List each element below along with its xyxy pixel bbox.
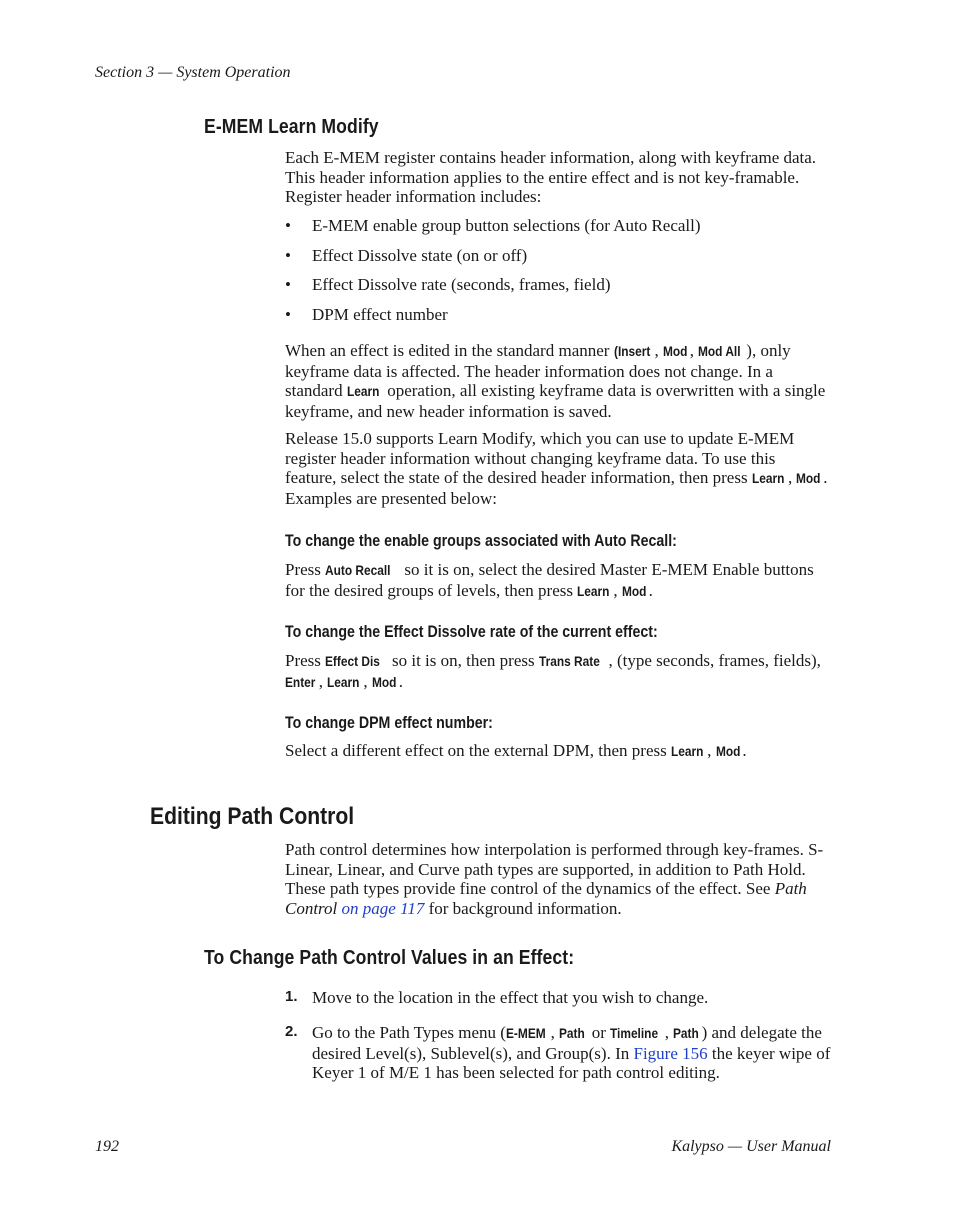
path-control-heading: Editing Path Control [150, 803, 355, 830]
list-item: Effect Dissolve rate (seconds, frames, field) [312, 275, 611, 294]
path-control-paragraph: Path control determines how interpolation is performed through key-frames. S-Linear, Linear, and Curve path types are supported, in addition to Path Hold. These path types provide fine control of the dynamics of the effect. See Path Control on page 117 for background information. [285, 840, 824, 918]
running-header: Section 3 — System Operation [95, 64, 291, 81]
change-path-values-heading: To Change Path Control Values in an Effect: [204, 947, 575, 969]
dissolve-rate-heading: To change the Effect Dissolve rate of the current effect: [285, 623, 658, 641]
list-item: DPM effect number [312, 305, 448, 324]
bullet-dot: • [285, 305, 291, 324]
emem-heading: E-MEM Learn Modify [204, 116, 379, 138]
emem-paragraph-learn-modify: Release 15.0 supports Learn Modify, which you can use to update E-MEM register header information without changing keyframe data. To use this feature, select the state of the desired header information, then press Learn , Mod . Examples are presented below: [285, 429, 828, 508]
bullet-dot: • [285, 216, 291, 235]
auto-recall-paragraph: Press Auto Recall so it is on, select the desired Master E-MEM Enable buttons for the desired groups of levels, then press Learn , Mod . [285, 560, 814, 600]
dpm-effect-paragraph: Select a different effect on the external DPM, then press Learn , Mod . [285, 741, 747, 760]
step-text: Go to the Path Types menu (E-MEM , Path or Timeline , Path ) and delegate the desired Level(s), Sublevel(s), and Group(s). In Figure 156 the keyer wipe of Keyer 1 of M/E 1 has been selected for path control editing. [312, 1023, 831, 1083]
auto-recall-heading: To change the enable groups associated with Auto Recall: [285, 532, 677, 550]
step-number: 2. [285, 1023, 298, 1040]
page-reference-link[interactable]: on page 117 [337, 898, 425, 918]
page-number: 192 [95, 1138, 119, 1155]
list-item: E-MEM enable group button selections (for Auto Recall) [312, 216, 701, 235]
bullet-dot: • [285, 246, 291, 265]
dissolve-rate-paragraph: Press Effect Dis so it is on, then press Trans Rate , (type seconds, frames, fields), Enter , Learn , Mod . [285, 651, 821, 691]
emem-paragraph-standard-edit: When an effect is edited in the standard manner (Insert , Mod , Mod All ), only keyframe data is affected. The header information does not change. In a standard Learn operation, all existing keyframe data is overwritten with a single keyframe, and new header information is saved. [285, 341, 826, 421]
step-number: 1. [285, 988, 298, 1005]
list-item: Effect Dissolve state (on or off) [312, 246, 528, 265]
bullet-dot: • [285, 275, 291, 294]
step-text: Move to the location in the effect that you wish to change. [312, 988, 709, 1007]
manual-title: Kalypso — User Manual [671, 1138, 831, 1155]
dpm-effect-heading: To change DPM effect number: [285, 714, 493, 732]
figure-link[interactable]: Figure 156 [633, 1043, 708, 1063]
emem-intro: Each E-MEM register contains header information, along with keyframe data. This header information applies to the entire effect and is not key-framable. Register header information includes: [285, 148, 817, 207]
